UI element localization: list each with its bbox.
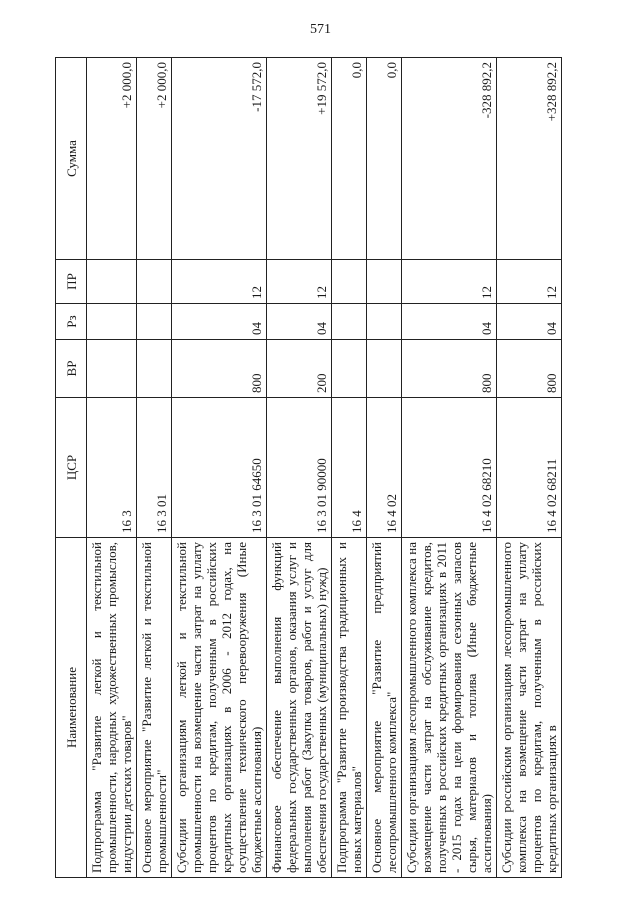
cell-vr: 800 xyxy=(172,340,267,398)
table-row xyxy=(172,58,267,878)
cell-sum: -328 892,2 xyxy=(402,58,497,260)
cell-pr: 12 xyxy=(172,260,267,304)
cell-vr xyxy=(137,340,172,398)
page-number: 571 xyxy=(310,22,331,37)
cell-vr xyxy=(332,340,367,398)
cell-rz: 04 xyxy=(402,304,497,340)
cell-name: Подпрограмма "Развитие легкой и текстильной промышленности, народных художественных промыслов, индустрии детских товаров" xyxy=(87,538,137,878)
table-row xyxy=(267,58,332,878)
table-header-row xyxy=(56,58,87,878)
cell-name: Основное мероприятие "Развитие легкой и текстильной промышленности" xyxy=(137,538,172,878)
header-rz: Рз xyxy=(56,304,87,340)
cell-rz: 04 xyxy=(172,304,267,340)
cell-csr: 16 3 01 90000 xyxy=(267,398,332,538)
cell-sum: +328 892,2 xyxy=(497,58,562,260)
table-row xyxy=(497,58,562,878)
header-csr: ЦСР xyxy=(56,398,87,538)
cell-pr xyxy=(87,260,137,304)
cell-pr xyxy=(332,260,367,304)
cell-name: Финансовое обеспечение выполнения функций федеральных государственных органов, оказания услуг и выполнения работ (Закупка товаров, работ и услуг для обеспечения государственных (муниципальных) нужд) xyxy=(267,538,332,878)
cell-csr: 16 4 02 xyxy=(367,398,402,538)
cell-pr xyxy=(367,260,402,304)
cell-vr: 200 xyxy=(267,340,332,398)
cell-csr: 16 3 01 64650 xyxy=(172,398,267,538)
header-sum: Сумма xyxy=(56,58,87,260)
budget-table xyxy=(55,57,562,878)
table-row xyxy=(87,58,137,878)
cell-vr xyxy=(367,340,402,398)
cell-sum: -17 572,0 xyxy=(172,58,267,260)
cell-pr: 12 xyxy=(267,260,332,304)
cell-vr xyxy=(87,340,137,398)
cell-sum: 0,0 xyxy=(332,58,367,260)
cell-name: Субсидии организациям лесопромышленного комплекса на возмещение части затрат на обслуживание кредитов, полученных в российских кредитных организациях в 2011 - 2015 годах на цели формирования сезонных запасов сырья, материалов и топлива (Иные бюджетные ассигнования) xyxy=(402,538,497,878)
header-vr: ВР xyxy=(56,340,87,398)
cell-sum: +19 572,0 xyxy=(267,58,332,260)
cell-vr: 800 xyxy=(497,340,562,398)
cell-pr: 12 xyxy=(497,260,562,304)
cell-rz: 04 xyxy=(497,304,562,340)
cell-pr xyxy=(137,260,172,304)
cell-csr: 16 4 02 68210 xyxy=(402,398,497,538)
cell-csr: 16 4 xyxy=(332,398,367,538)
cell-csr: 16 3 xyxy=(87,398,137,538)
cell-vr: 800 xyxy=(402,340,497,398)
cell-sum: +2 000,0 xyxy=(137,58,172,260)
header-name: Наименование xyxy=(56,538,87,878)
table-row xyxy=(137,58,172,878)
cell-rz xyxy=(137,304,172,340)
header-pr: ПР xyxy=(56,260,87,304)
cell-rz xyxy=(367,304,402,340)
cell-name: Подпрограмма "Развитие производства традиционных и новых материалов" xyxy=(332,538,367,878)
cell-rz xyxy=(87,304,137,340)
cell-csr: 16 3 01 xyxy=(137,398,172,538)
cell-pr: 12 xyxy=(402,260,497,304)
cell-sum: +2 000,0 xyxy=(87,58,137,260)
cell-rz: 04 xyxy=(267,304,332,340)
cell-sum: 0,0 xyxy=(367,58,402,260)
table-row xyxy=(367,58,402,878)
cell-name: Субсидии организациям легкой и текстильной промышленности на возмещение части затрат на уплату процентов по кредитам, полученным в российских кредитных организациях в 2006 - 2012 годах, на осуществление технического перевооружения (Иные бюджетные ассигнования) xyxy=(172,538,267,878)
cell-csr: 16 4 02 68211 xyxy=(497,398,562,538)
table-row xyxy=(332,58,367,878)
table-row xyxy=(402,58,497,878)
cell-name: Основное мероприятие "Развитие предприятий лесопромышленного комплекса" xyxy=(367,538,402,878)
cell-name: Субсидии российским организациям лесопромышленного комплекса на возмещение части затрат на уплату процентов по кредитам, полученным в российских кредитных организациях в xyxy=(497,538,562,878)
cell-rz xyxy=(332,304,367,340)
rotated-table-container xyxy=(55,58,595,878)
